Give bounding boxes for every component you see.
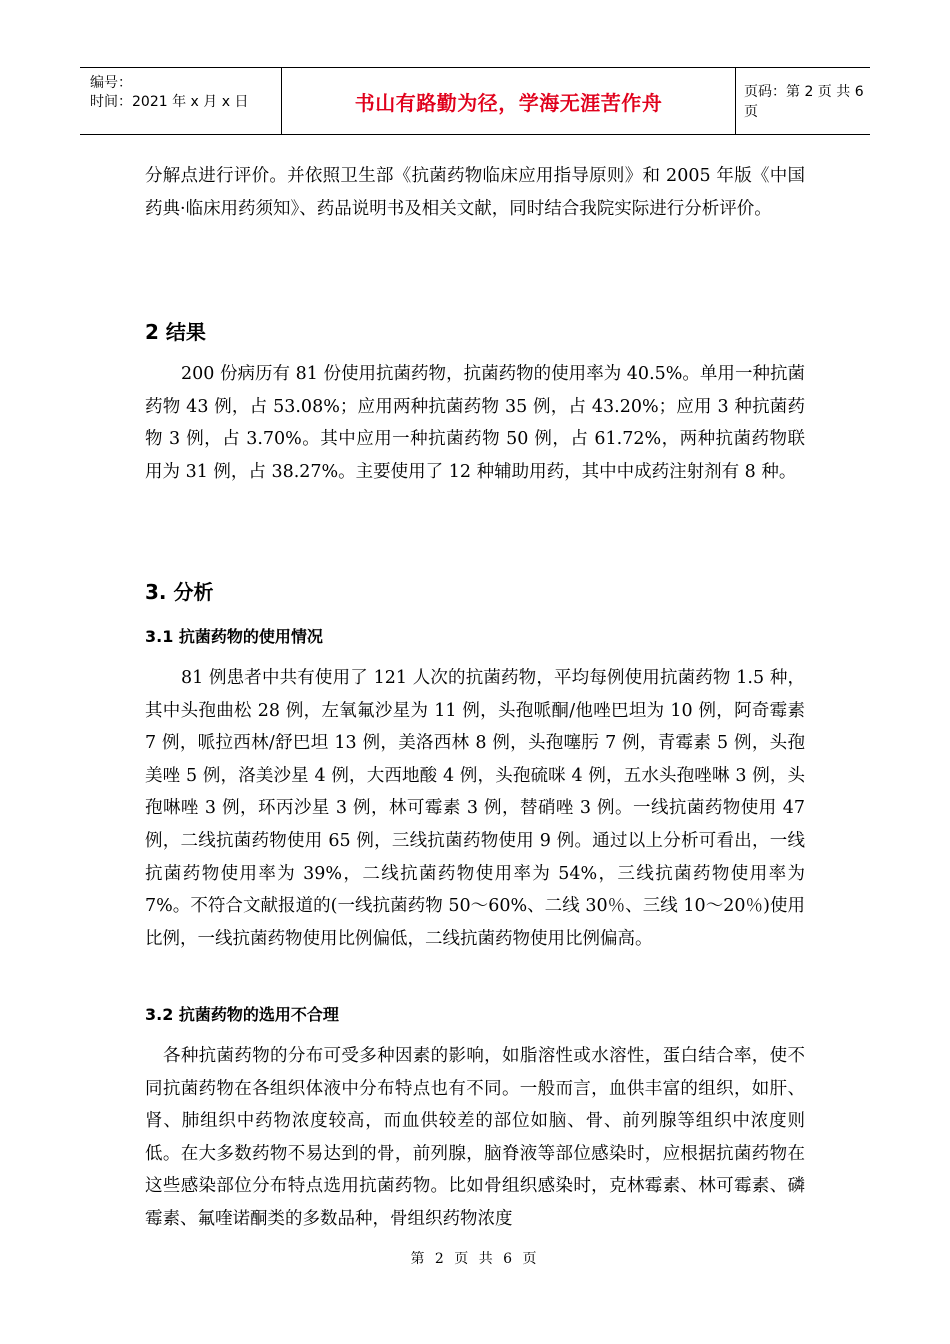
section-2-heading: 2 结果 — [145, 320, 206, 344]
section-3-2-heading: 3.2 抗菌药物的选用不合理 — [145, 1005, 339, 1024]
number-label: 编号： — [90, 75, 132, 91]
time-label: 时间：2021 年 x 月 x 日 — [90, 94, 249, 110]
section-2-paragraph: 200 份病历有 81 份使用抗菌药物，抗菌药物的使用率为 40.5%。单用一种抗菌药物 43 例，占 53.08%；应用两种抗菌药物 35 例，占 43.20%；应用 3 种抗菌药物 3 例，占 3.70%。其中应用一种抗菌药物 50 例，占 61.72%，两种抗菌药物联用为 31 例，占 38.27%。主要使用了 12 种辅助用药，其中中成药注射剂有 8 种。 — [145, 364, 805, 482]
header-motto: 书山有路勤为径，学海无涯苦作舟 — [354, 90, 663, 115]
section-3-heading: 3. 分析 — [145, 580, 214, 604]
page-footer: 第 2 页 共 6 页 — [410, 1251, 540, 1267]
intro-paragraph: 分解点进行评价。并依照卫生部《抗菌药物临床应用指导原则》和 2005 年版《中国药典·临床用药须知》、药品说明书及相关文献，同时结合我院实际进行分析评价。 — [145, 166, 805, 219]
section-3-1-paragraph: 81 例患者中共有使用了 121 人次的抗菌药物，平均每例使用抗菌药物 1.5 种，其中头孢曲松 28 例，左氧氟沙星为 11 例，头孢哌酮/他唑巴坦为 10 例，阿奇霉素 7 例，哌拉西林/舒巴坦 13 例，美洛西林 8 例，头孢噻肟 7 例，青霉素 5 例，头孢美唑 5 例，洛美沙星 4 例，大西地酸 4 例，头孢硫咪 4 例，五水头孢唑啉 3 例，头孢啉唑 3 例，环丙沙星 3 例，林可霉素 3 例，替硝唑 3 例。一线抗菌药物使用 47 例，二线抗菌药物使用 65 例，三线抗菌药物使用 9 例。通过以上分析可看出，一线抗菌药物使用率为 39%，二线抗菌药物使用率为 54%，三线抗菌药物使用率为 7%。不符合文献报道的(一线抗菌药物 50～60%、二线 30％、三线 10～20％)使用比例，一线抗菌药物使用比例偏低，二线抗菌药物使用比例偏高。 — [145, 668, 805, 949]
page-header — [80, 67, 870, 135]
header-meta — [80, 68, 282, 134]
section-3-2-paragraph: 各种抗菌药物的分布可受多种因素的影响，如脂溶性或水溶性，蛋白结合率，使不同抗菌药物在各组织体液中分布特点也有不同。一般而言，血供丰富的组织，如肝、肾、肺组织中药物浓度较高，而血供较差的部位如脑、骨、前列腺等组织中浓度则低。在大多数药物不易达到的骨，前列腺，脑脊液等部位感染时，应根据抗菌药物在这些感染部位分布特点选用抗菌药物。比如骨组织感染时，克林霉素、林可霉素、磷霉素、氟喹诺酮类的多数品种，骨组织药物浓度 — [145, 1046, 805, 1229]
header-page-info: 页码：第 2 页 共 6 页 — [744, 84, 864, 120]
header-motto-cell — [282, 68, 736, 134]
section-3-1-heading: 3.1 抗菌药物的使用情况 — [145, 627, 323, 646]
